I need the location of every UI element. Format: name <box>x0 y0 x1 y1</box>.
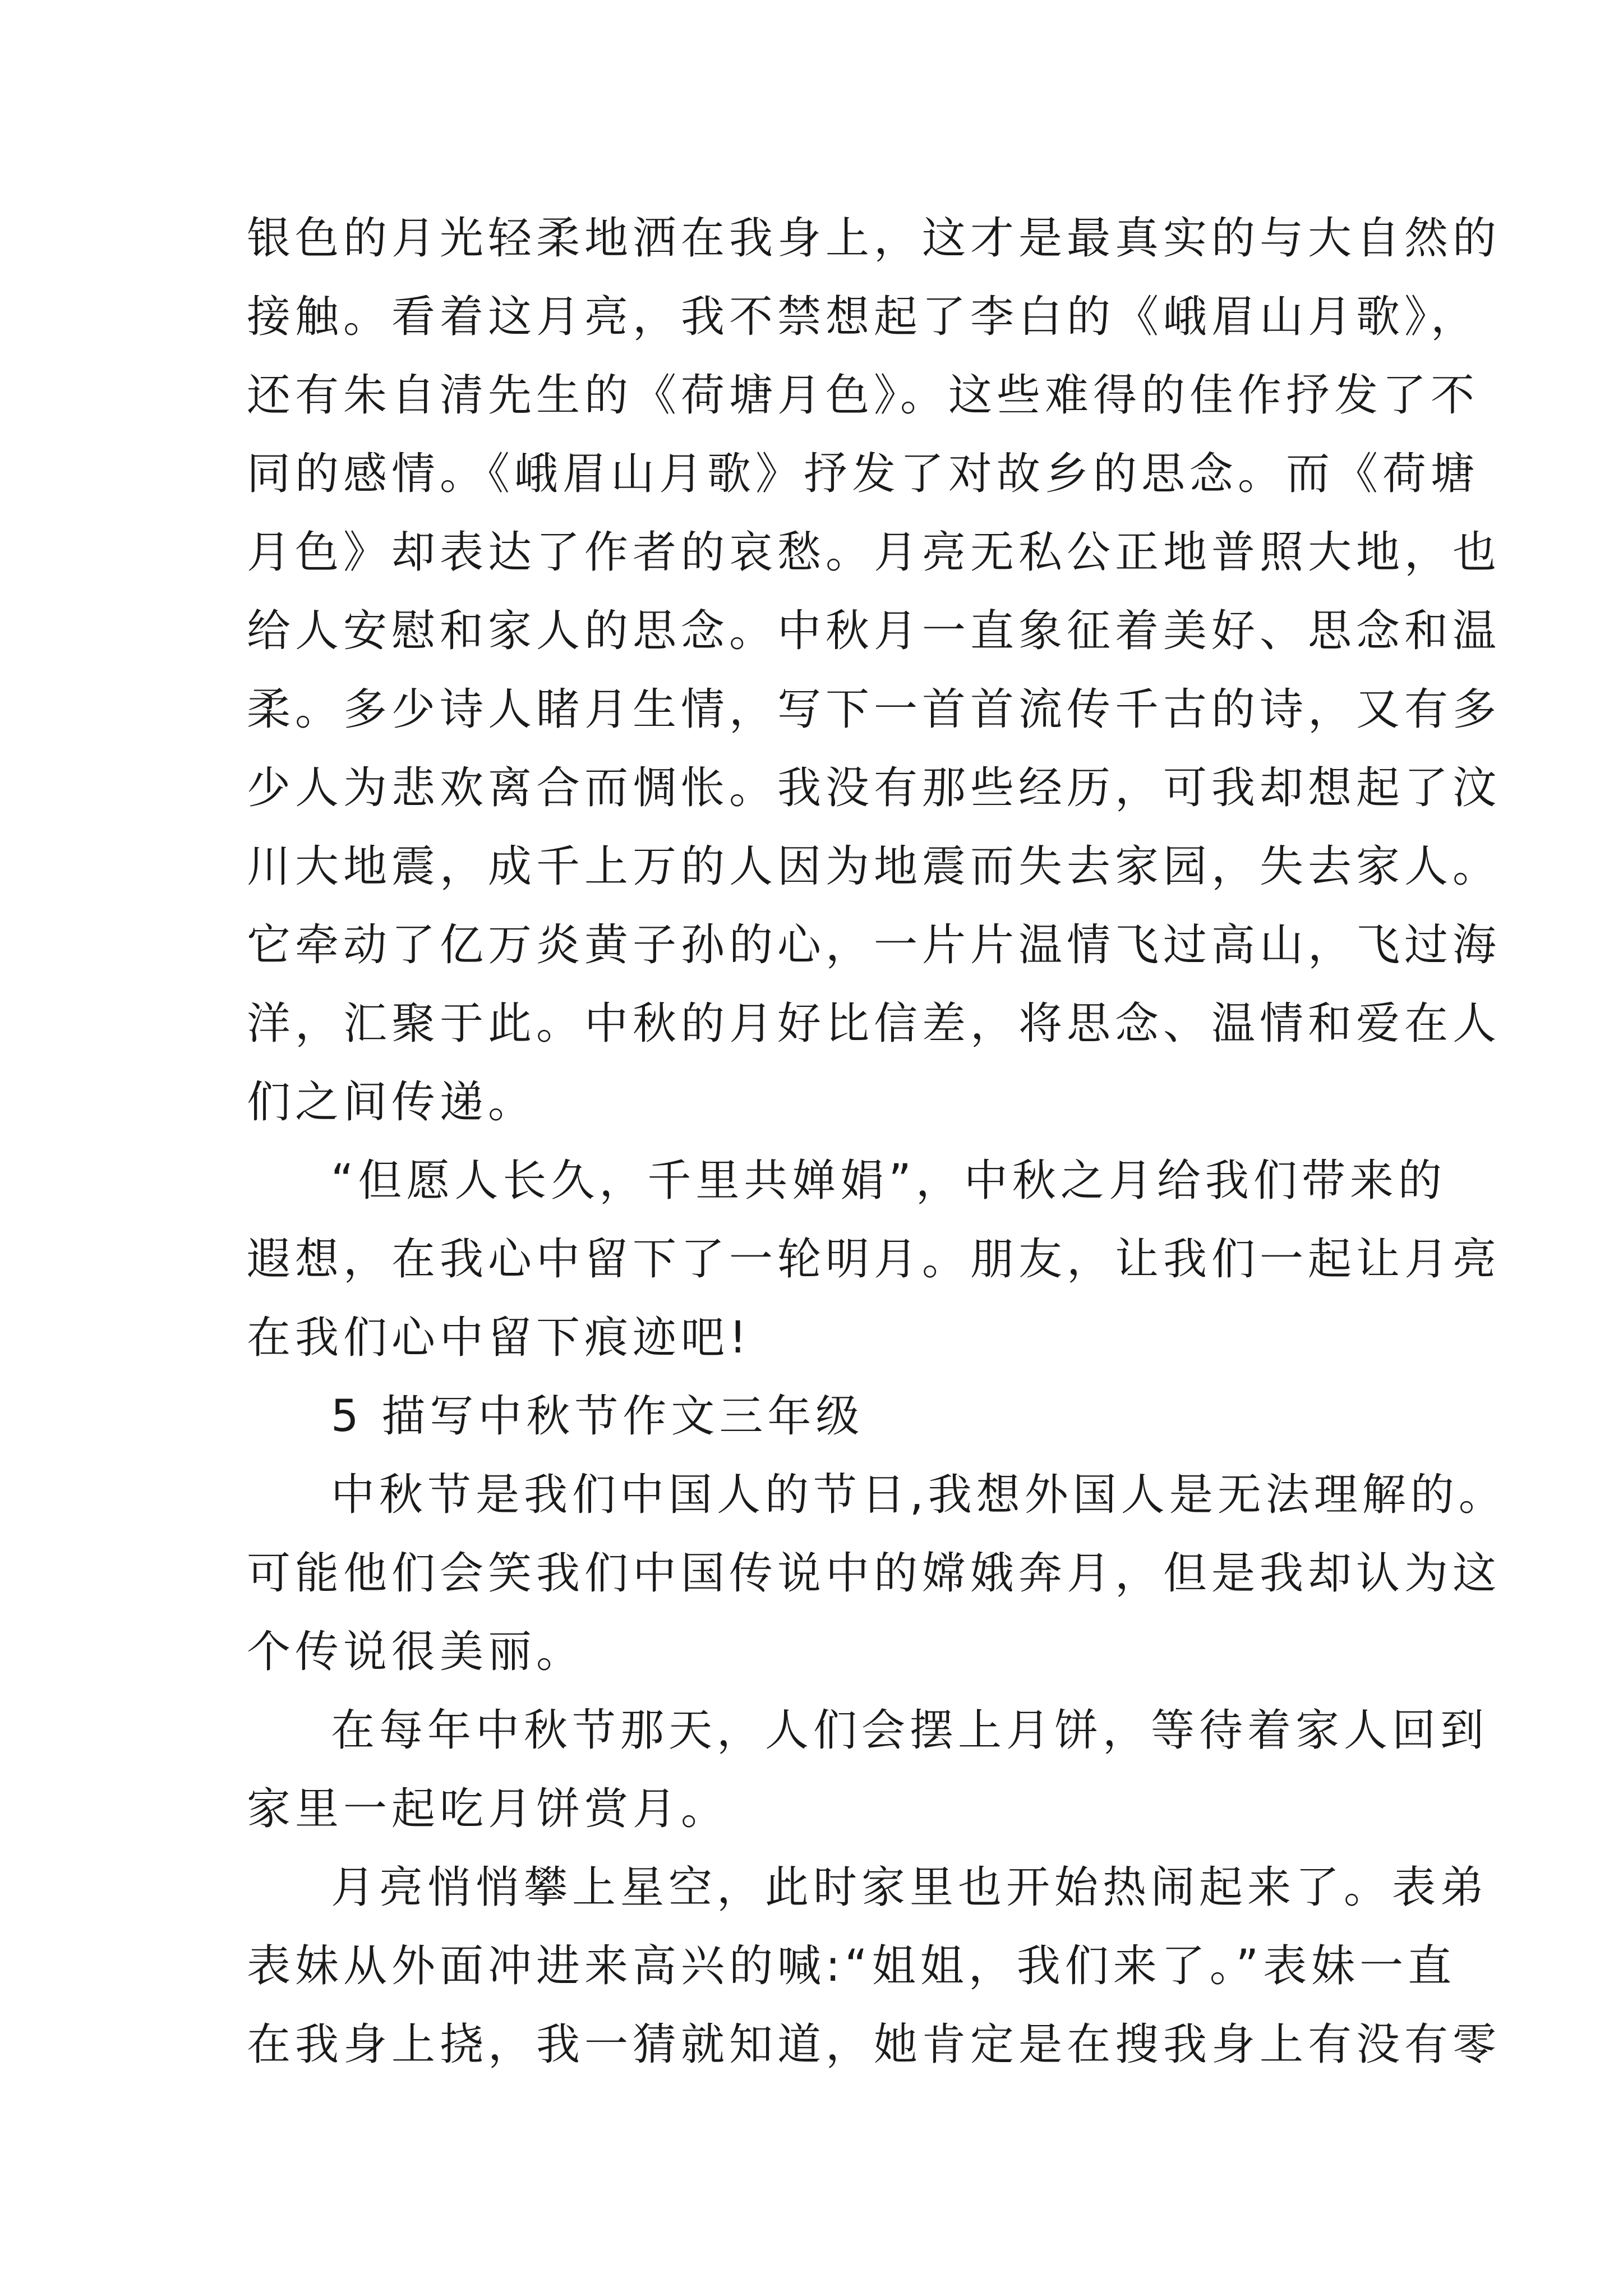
text-line: 接触。看着这月亮，我不禁想起了李白的《峨眉山月歌》， <box>247 292 1479 342</box>
text-line: 家里一起吃月饼赏月。 <box>247 1784 730 1834</box>
document-body <box>247 199 1507 2084</box>
text-line: 们之间传递。 <box>247 1077 537 1128</box>
text-line: 遐想，在我心中留下了一轮明月。朋友，让我们一起让月亮 <box>247 1234 1501 1285</box>
text-line: 洋，汇聚于此。中秋的月好比信差，将思念、温情和爱在人 <box>247 999 1501 1049</box>
text-line: 还有朱自清先生的《荷塘月色》。这些难得的佳作抒发了不 <box>247 370 1479 421</box>
text-line: 5 描写中秋节作文三年级 <box>331 1391 864 1442</box>
text-line: 同的感情。《峨眉山月歌》抒发了对故乡的思念。而《荷塘 <box>247 449 1479 499</box>
text-line: “但愿人长久，千里共婵娟”，中秋之月给我们带来的 <box>331 1156 1446 1206</box>
text-line: 个传说很美丽。 <box>247 1627 585 1677</box>
text-line: 在我身上挠，我一猜就知道，她肯定是在搜我身上有没有零 <box>247 2019 1501 2070</box>
text-line: 柔。多少诗人睹月生情，写下一首首流传千古的诗，又有多 <box>247 684 1501 735</box>
text-line: 在每年中秋节那天，人们会摆上月饼，等待着家人回到 <box>331 1705 1489 1756</box>
text-line: 银色的月光轻柔地洒在我身上，这才是最真实的与大自然的 <box>247 213 1501 264</box>
text-line: 少人为悲欢离合而惆怅。我没有那些经历，可我却想起了汶 <box>247 763 1501 813</box>
text-line: 在我们心中留下痕迹吧! <box>247 1313 751 1363</box>
text-line: 中秋节是我们中国人的节日,我想外国人是无法理解的。 <box>331 1470 1507 1520</box>
text-line: 表妹从外面冲进来高兴的喊:“姐姐，我们来了。”表妹一直 <box>247 1941 1456 1991</box>
text-line: 它牵动了亿万炎黄子孙的心，一片片温情飞过高山，飞过海 <box>247 920 1501 970</box>
text-line: 月亮悄悄攀上星空，此时家里也开始热闹起来了。表弟 <box>331 1862 1489 1913</box>
text-line: 川大地震，成千上万的人因为地震而失去家园，失去家人。 <box>247 841 1501 892</box>
text-line: 月色》却表达了作者的哀愁。月亮无私公正地普照大地，也 <box>247 527 1501 578</box>
text-line: 给人安慰和家人的思念。中秋月一直象征着美好、思念和温 <box>247 606 1501 656</box>
text-line: 可能他们会笑我们中国传说中的嫦娥奔月，但是我却认为这 <box>247 1548 1501 1599</box>
